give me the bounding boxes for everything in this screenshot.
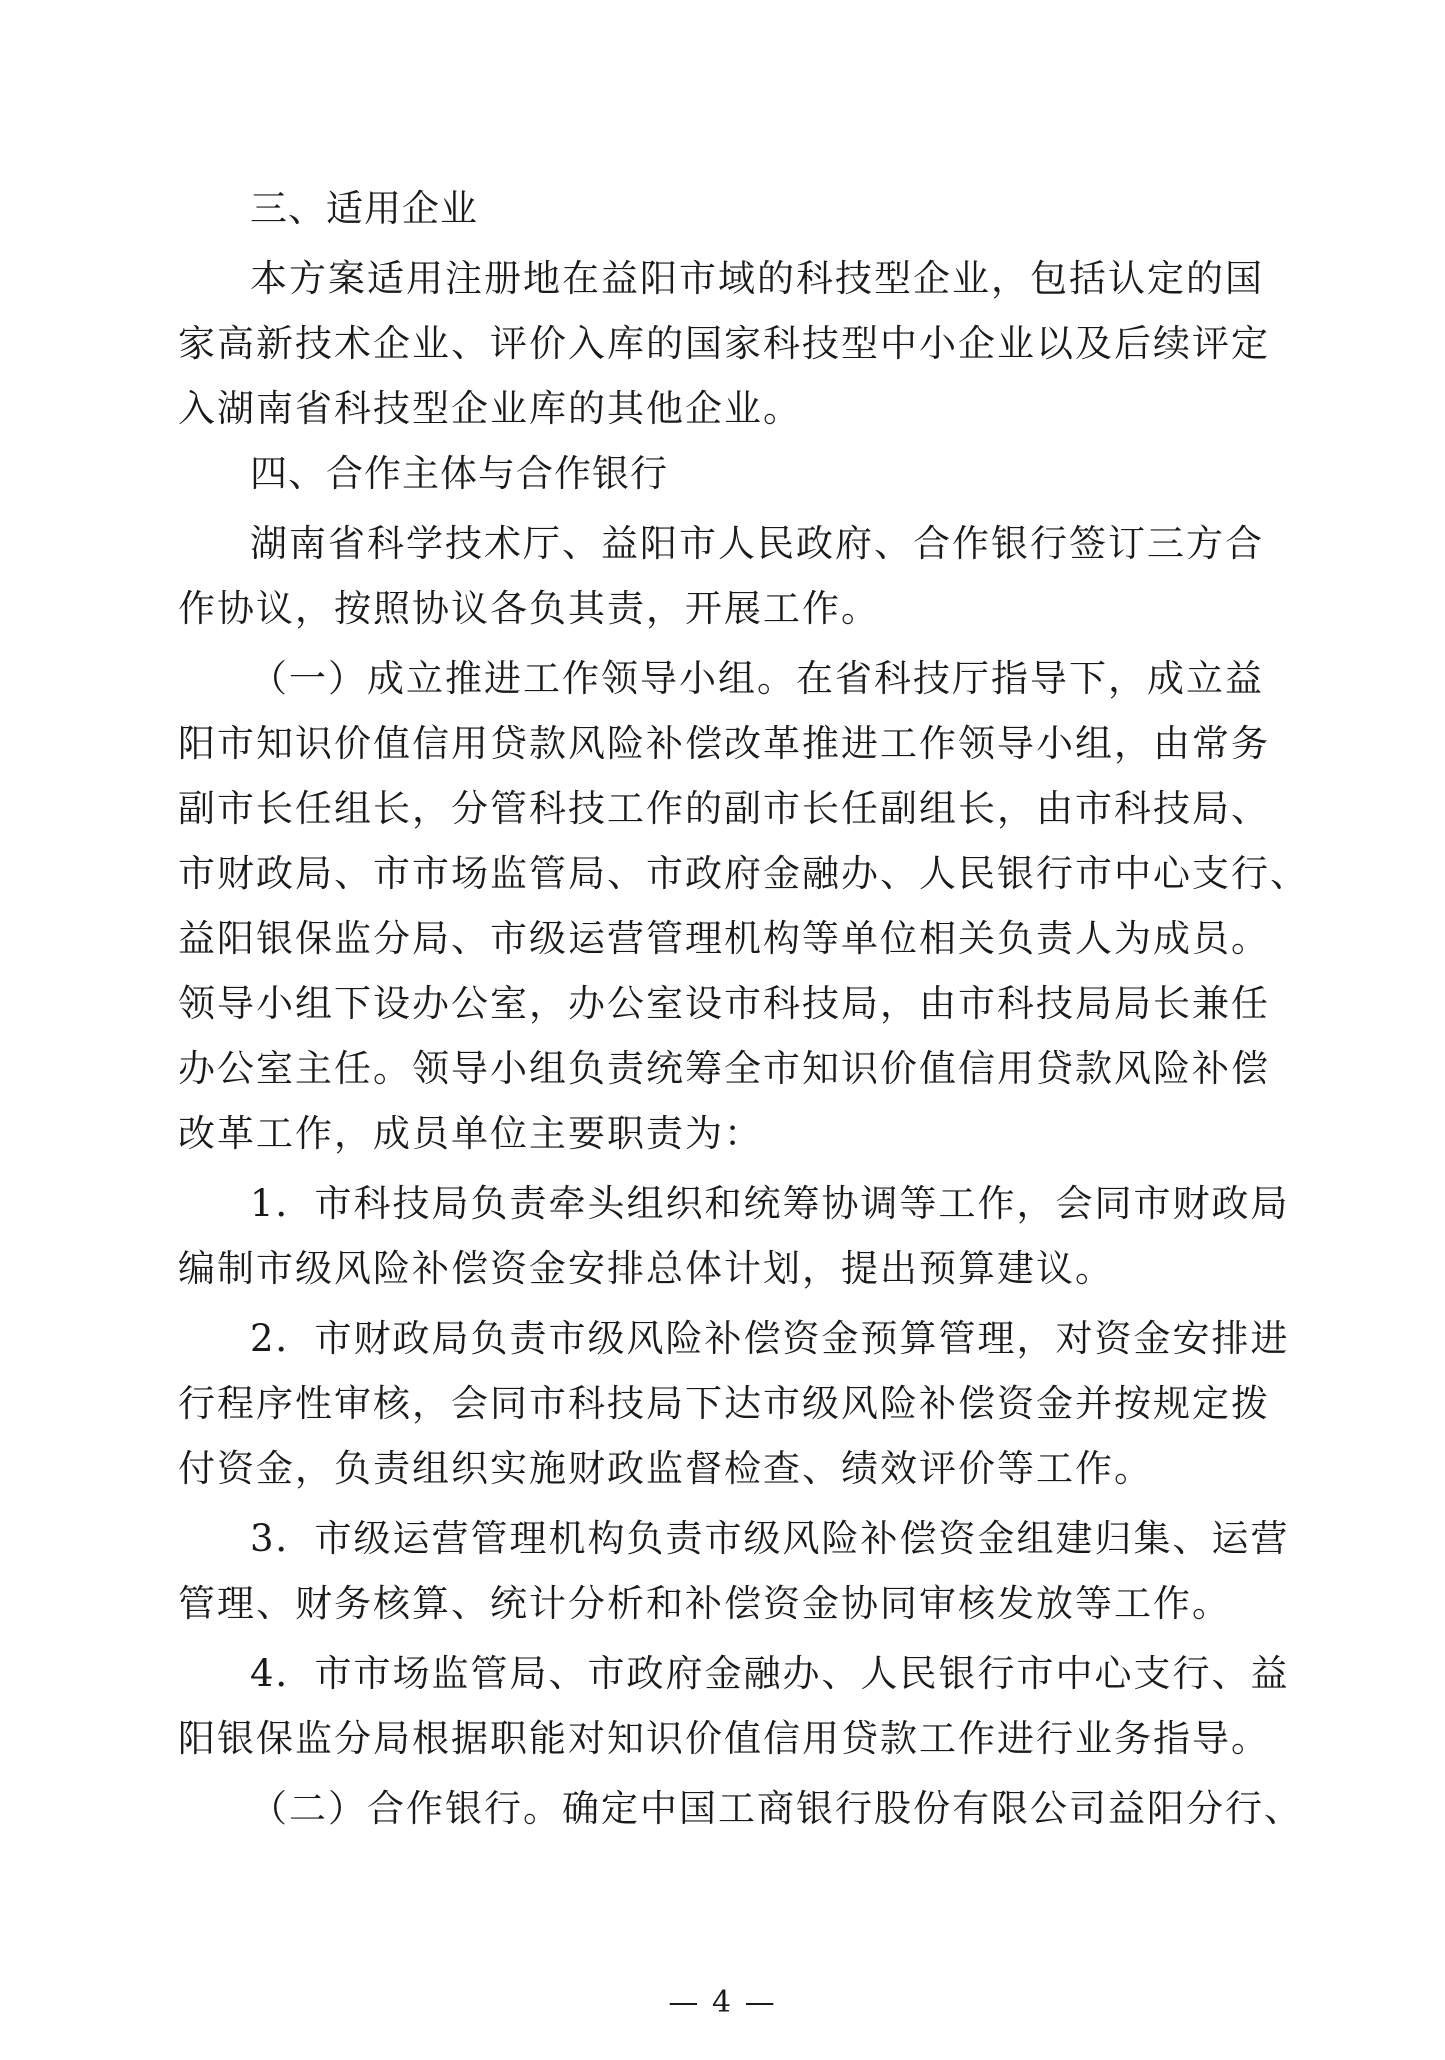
text-line: 本方案适用注册地在益阳市域的科技型企业，包括认定的国 (250, 257, 1264, 300)
text-line: 改革工作，成员单位主要职责为： (178, 1112, 763, 1155)
text-line: 入湖南省科技型企业库的其他企业。 (178, 387, 802, 430)
text-line: 市财政局、市市场监管局、市政府金融办、人民银行市中心支行、 (178, 852, 1309, 895)
text-line: 益阳银保监分局、市级运营管理机构等单位相关负责人为成员。 (178, 917, 1270, 960)
section-heading-4: 四、合作主体与合作银行 (250, 452, 668, 495)
text-line: 作协议，按照协议各负其责，开展工作。 (178, 587, 880, 630)
text-line: 3．市级运营管理机构负责市级风险补偿资金组建归集、运营 (250, 1517, 1290, 1560)
text-line: 付资金，负责组织实施财政监督检查、绩效评价等工作。 (178, 1447, 1153, 1490)
text-line: 4．市市场监管局、市政府金融办、人民银行市中心支行、益 (250, 1652, 1290, 1695)
text-line: （一）成立推进工作领导小组。在省科技厅指导下，成立益 (250, 657, 1264, 700)
text-line: 2．市财政局负责市级风险补偿资金预算管理，对资金安排进 (250, 1317, 1290, 1360)
section-heading-3: 三、适用企业 (250, 187, 478, 230)
text-line: 阳市知识价值信用贷款风险补偿改革推进工作领导小组，由常务 (178, 722, 1270, 765)
text-line: 副市长任组长，分管科技工作的副市长任副组长，由市科技局、 (178, 787, 1270, 830)
page-number: — 4 — (668, 1985, 777, 2020)
text-line: 湖南省科学技术厅、益阳市人民政府、合作银行签订三方合 (250, 522, 1264, 565)
text-line: 行程序性审核，会同市科技局下达市级风险补偿资金并按规定拨 (178, 1382, 1270, 1425)
text-line: 家高新技术企业、评价入库的国家科技型中小企业以及后续评定 (178, 322, 1270, 365)
text-line: 领导小组下设办公室，办公室设市科技局，由市科技局局长兼任 (178, 982, 1270, 1025)
text-line: 管理、财务核算、统计分析和补偿资金协同审核发放等工作。 (178, 1582, 1231, 1625)
text-line: 办公室主任。领导小组负责统筹全市知识价值信用贷款风险补偿 (178, 1047, 1270, 1090)
text-line: （二）合作银行。确定中国工商银行股份有限公司益阳分行、 (250, 1787, 1303, 1830)
text-line: 编制市级风险补偿资金安排总体计划，提出预算建议。 (178, 1247, 1114, 1290)
text-line: 阳银保监分局根据职能对知识价值信用贷款工作进行业务指导。 (178, 1717, 1270, 1760)
text-line: 1．市科技局负责牵头组织和统筹协调等工作，会同市财政局 (250, 1182, 1290, 1225)
